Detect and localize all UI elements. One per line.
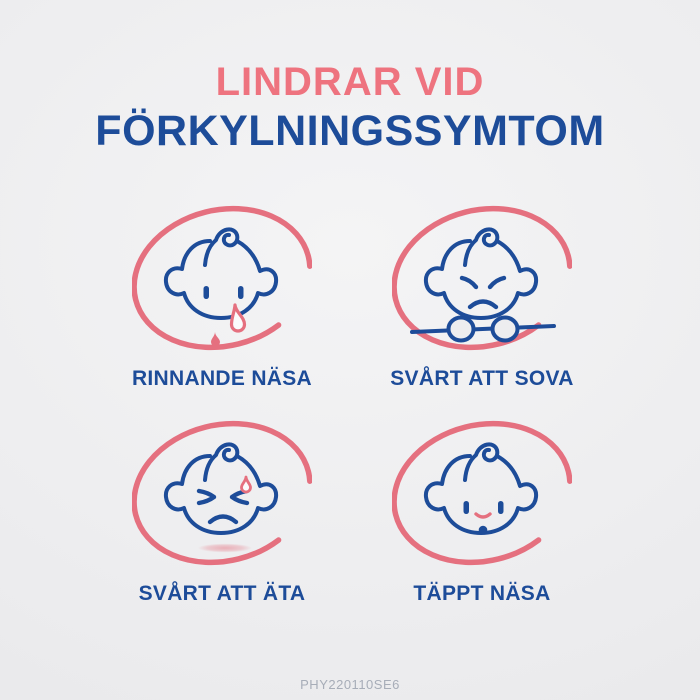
nose-drip-drop bbox=[232, 305, 245, 331]
swoosh-circle bbox=[392, 420, 572, 570]
baby-stuffy-nose-icon bbox=[392, 420, 572, 570]
frown-mouth bbox=[210, 517, 236, 523]
symptom-label-stuffy-nose: TÄPPT NÄSA bbox=[413, 582, 551, 605]
squeezed-left-eye bbox=[199, 491, 214, 503]
headline-line2: FÖRKYLNINGSSYMTOM bbox=[95, 107, 605, 155]
baby-head-outline bbox=[426, 229, 536, 318]
symptom-card-runny-nose bbox=[92, 205, 352, 391]
symptom-card-difficulty-sleeping bbox=[352, 205, 612, 391]
symptom-card-difficulty-eating bbox=[92, 420, 352, 606]
open-mouth bbox=[479, 526, 488, 535]
angry-left-eye bbox=[462, 278, 476, 287]
baby-runny-nose-icon bbox=[132, 205, 312, 355]
baby-left-hand bbox=[449, 318, 474, 341]
symptom-label-difficulty-eating: SVÅRT ATT ÄTA bbox=[138, 582, 306, 605]
baby-eyes bbox=[204, 286, 244, 299]
product-reference-code: PHY220110SE6 bbox=[300, 677, 400, 692]
baby-right-hand bbox=[493, 318, 518, 341]
sweat-drop bbox=[242, 477, 251, 492]
pink-shadow bbox=[198, 544, 252, 553]
symptom-label-runny-nose: RINNANDE NÄSA bbox=[131, 367, 313, 390]
symptom-card-stuffy-nose bbox=[352, 420, 612, 606]
angry-right-eye bbox=[490, 278, 504, 287]
baby-head-outline bbox=[426, 444, 536, 533]
falling-drop bbox=[211, 332, 220, 347]
baby-head-outline bbox=[166, 444, 276, 533]
headline-line1: LINDRAR VID bbox=[215, 60, 485, 104]
swoosh-circle bbox=[132, 205, 312, 355]
baby-eyes bbox=[464, 501, 504, 514]
baby-difficulty-sleeping-icon bbox=[392, 205, 572, 355]
frown-mouth bbox=[470, 302, 496, 308]
symptom-label-difficulty-sleeping: SVÅRT ATT SOVA bbox=[390, 367, 574, 390]
pink-nose bbox=[476, 514, 490, 517]
baby-difficulty-eating-icon bbox=[132, 420, 312, 570]
baby-head-outline bbox=[166, 229, 276, 318]
